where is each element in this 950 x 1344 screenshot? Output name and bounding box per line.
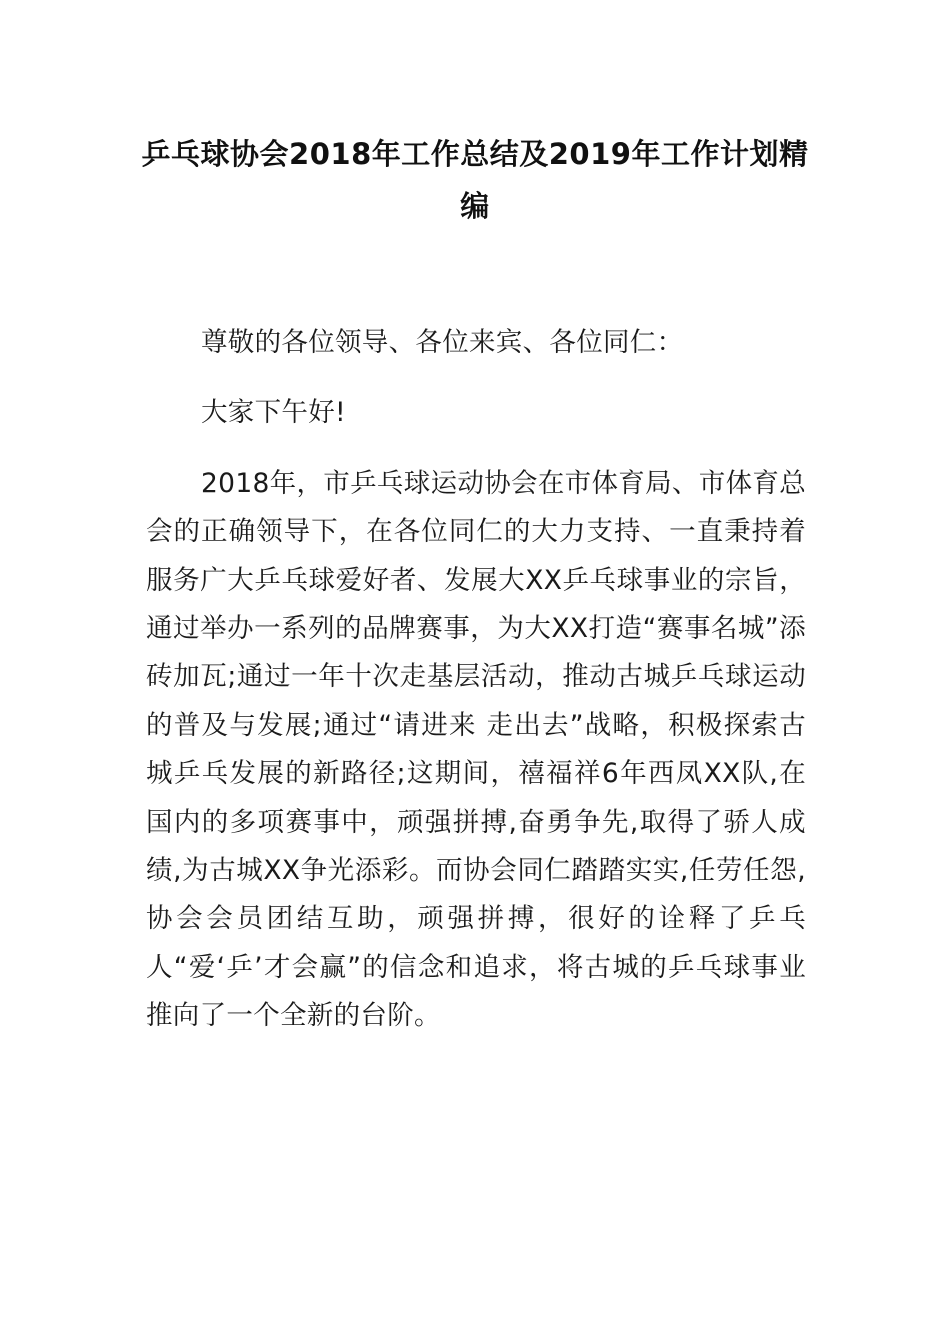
greeting-paragraph: 尊敬的各位领导、各位来宾、各位同仁： (201, 327, 684, 358)
document-title: 乒乓球协会2018年工作总结及2019年工作计划精编 (141, 137, 809, 223)
summary-paragraph: 2018年，市乒乓球运动协会在市体育局、市体育总会的正确领导下，在各位同仁的大力支持、一直秉持着服务广大乒乓球爱好者、发展大XX乒乓球事业的宗旨，通过举办一系列的品牌赛事，为大XX打造“赛事名城”添砖加瓦;通过一年十次走基层活动，推动古城乒乓球运动的普及与发展;通过“请进来 走出去”战略，积极探索古城乒乓发展的新路径;这期间，禧福祥6年西凤XX队,在国内的多项赛事中，顽强拼搏,奋勇争先,取得了骄人成绩,为古城XX争光添彩。而协会同仁踏踏实实,任劳任怨,协会会员团结互助，顽强拼搏，很好的诠释了乒乓人“爱‘乒’才会赢”的信念和追求，将古城的乒乓球事业推向了一个全新的台阶。 (146, 467, 806, 1032)
salutation-paragraph: 大家下午好! (201, 397, 346, 429)
document-body (146, 319, 806, 1057)
